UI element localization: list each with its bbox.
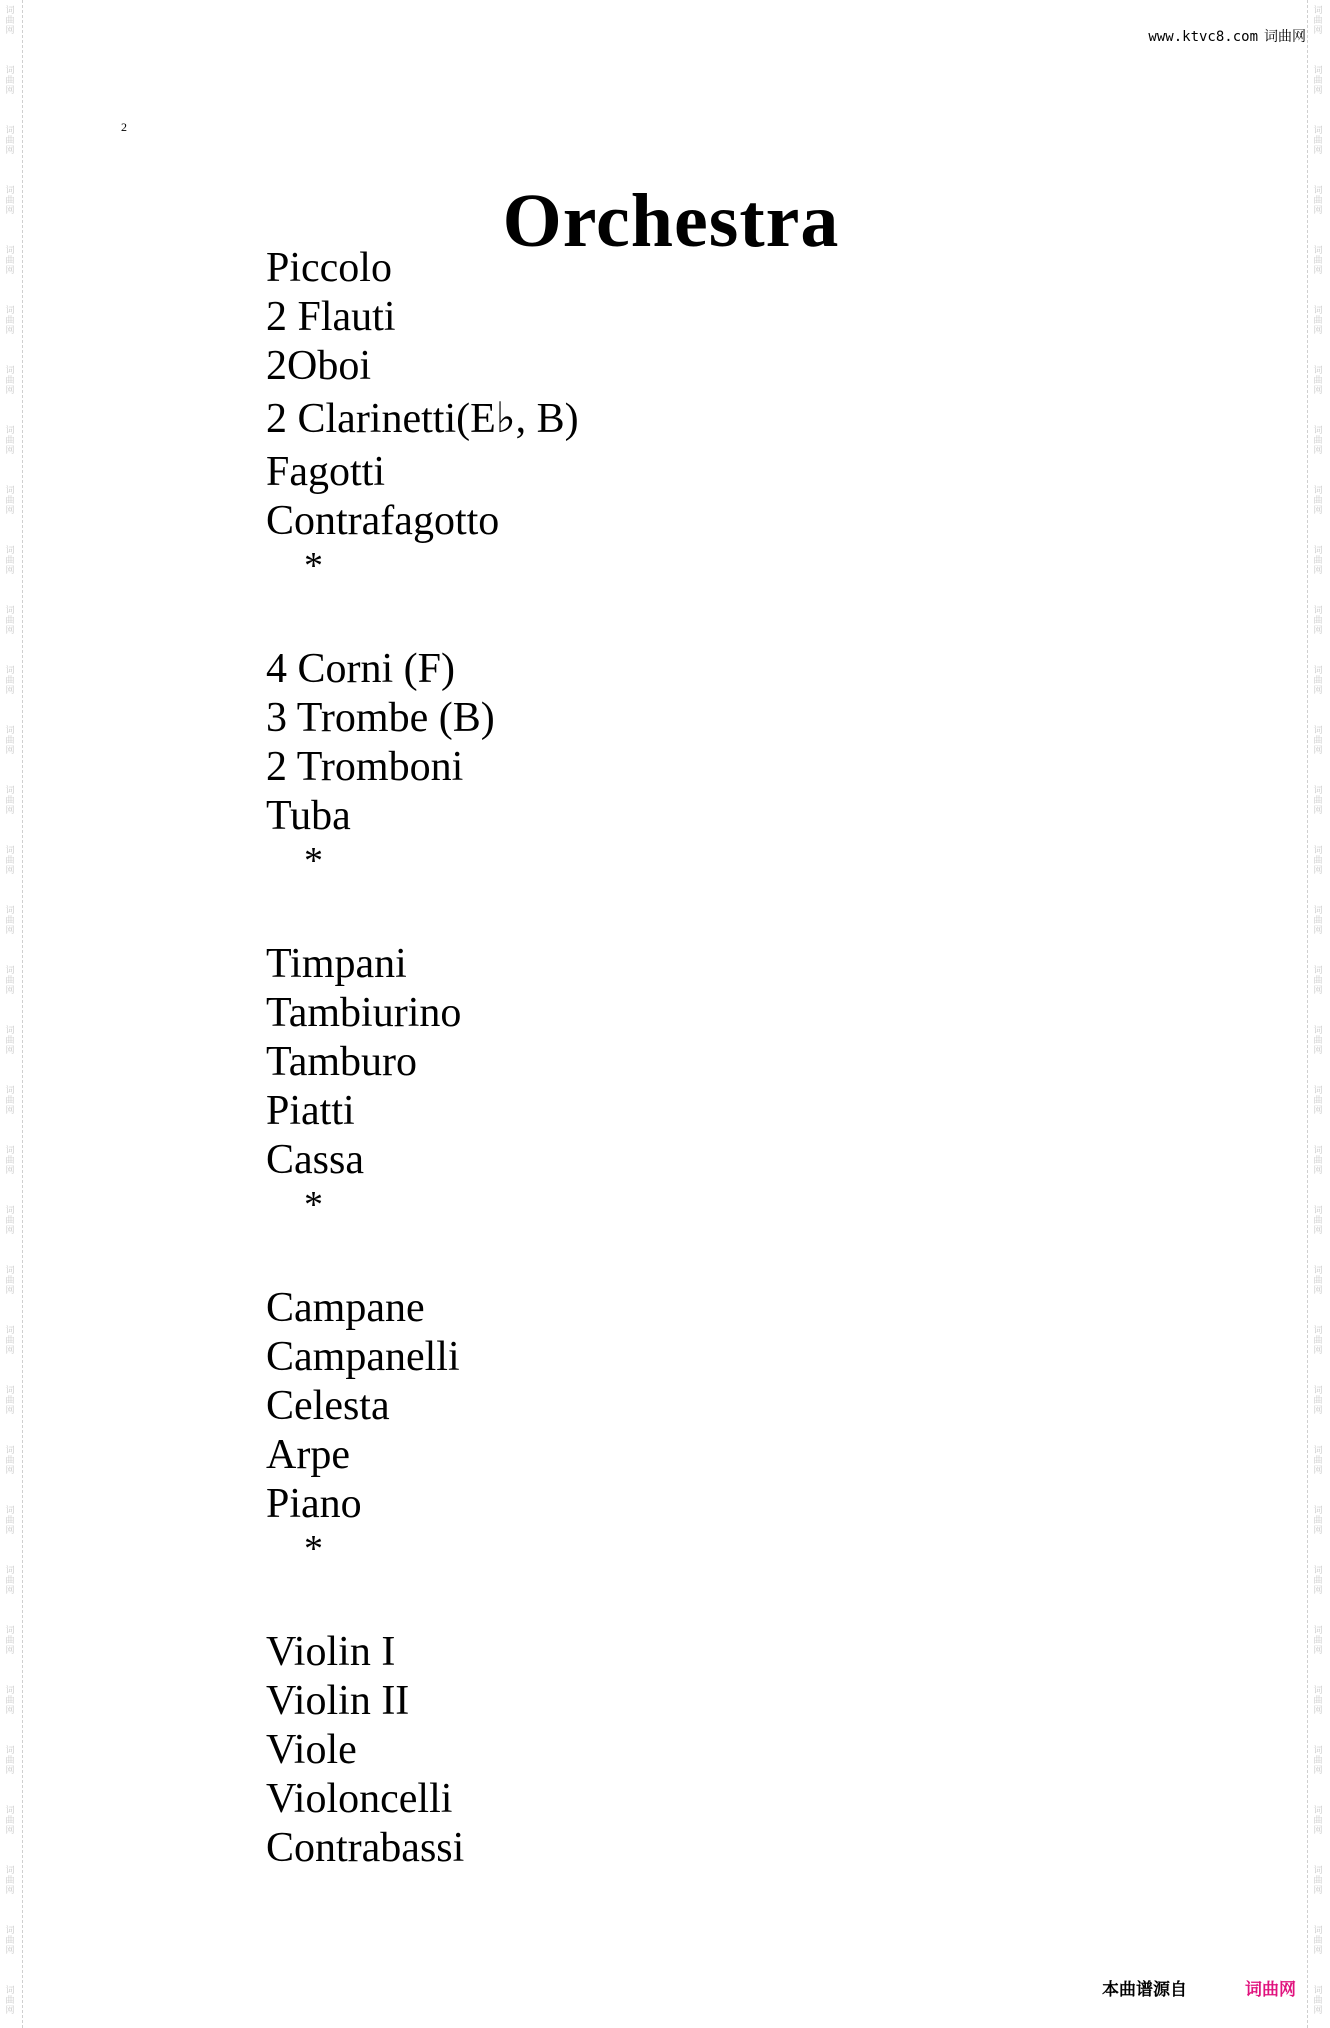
watermark-text: 词曲网 — [5, 1446, 15, 1476]
page-title: Orchestra — [502, 179, 840, 263]
watermark-text: 词曲网 — [5, 606, 15, 636]
footer-source-text: 本曲谱源自 — [1102, 1980, 1187, 2000]
watermark-text: 词曲网 — [1313, 786, 1323, 816]
watermark-text: 词曲网 — [5, 1986, 15, 2016]
watermark-text: 词曲网 — [5, 1266, 15, 1296]
watermark-text: 词曲网 — [5, 246, 15, 276]
watermark-text: 词曲网 — [1313, 246, 1323, 276]
watermark-text: 词曲网 — [1313, 846, 1323, 876]
watermark-text: 词曲网 — [1313, 1566, 1323, 1596]
watermark-text: 词曲网 — [5, 1806, 15, 1836]
instrument-item: Contrafagotto — [266, 498, 500, 544]
section-separator: * — [304, 545, 323, 587]
section-gap — [266, 881, 579, 940]
instrument-item: 4 Corni (F) — [266, 646, 455, 692]
watermark-text: 词曲网 — [5, 906, 15, 936]
watermark-text: 词曲网 — [5, 1626, 15, 1656]
watermark-text: 词曲网 — [1313, 1446, 1323, 1476]
instrument-list — [266, 244, 579, 1873]
watermark-text: 词曲网 — [1313, 546, 1323, 576]
watermark-text: 词曲网 — [1313, 1026, 1323, 1056]
instrument-item: Viole — [266, 1727, 357, 1773]
section-separator: * — [304, 840, 323, 882]
watermark-text: 词曲网 — [5, 1326, 15, 1356]
instrument-item: Arpe — [266, 1432, 350, 1478]
left-margin — [0, 0, 23, 2028]
watermark-text: 词曲网 — [1313, 1806, 1323, 1836]
watermark-text: 词曲网 — [5, 1926, 15, 1956]
instrument-item: 3 Trombe (B) — [266, 695, 495, 741]
instrument-item: Contrabassi — [266, 1825, 465, 1871]
watermark-text: 词曲网 — [5, 486, 15, 516]
watermark-text: 词曲网 — [5, 1686, 15, 1716]
watermark-text: 词曲网 — [1313, 1206, 1323, 1236]
header-site-name: 词曲网 — [1264, 29, 1306, 45]
watermark-text: 词曲网 — [1313, 6, 1323, 36]
watermark-text: 词曲网 — [5, 546, 15, 576]
watermark-text: 词曲网 — [1313, 366, 1323, 396]
instrument-item: Fagotti — [266, 449, 386, 495]
watermark-text: 词曲网 — [1313, 726, 1323, 756]
watermark-text: 词曲网 — [1313, 666, 1323, 696]
section-gap — [266, 1225, 579, 1284]
watermark-text: 词曲网 — [1313, 1086, 1323, 1116]
watermark-text: 词曲网 — [5, 1506, 15, 1536]
instrument-item: Timpani — [266, 941, 407, 987]
watermark-text: 词曲网 — [1313, 1746, 1323, 1776]
watermark-text: 词曲网 — [5, 66, 15, 96]
watermark-text: 词曲网 — [1313, 66, 1323, 96]
header-url[interactable]: www.ktvc8.com — [1148, 29, 1258, 45]
watermark-text: 词曲网 — [5, 1566, 15, 1596]
footer-brand[interactable]: 词曲网 — [1245, 1980, 1296, 2000]
watermark-text: 词曲网 — [5, 426, 15, 456]
instrument-item: Tamburo — [266, 1039, 418, 1085]
watermark-text: 词曲网 — [1313, 606, 1323, 636]
watermark-text: 词曲网 — [1313, 486, 1323, 516]
instrument-item: 2 Flauti — [266, 294, 396, 340]
watermark-text: 词曲网 — [5, 1206, 15, 1236]
instrument-item: 2 Tromboni — [266, 744, 464, 790]
instrument-item: Piatti — [266, 1088, 355, 1134]
watermark-text: 词曲网 — [1313, 1686, 1323, 1716]
right-margin — [1307, 0, 1330, 2028]
page-number: 2 — [121, 120, 127, 134]
instrument-item: Campanelli — [266, 1334, 460, 1380]
watermark-text: 词曲网 — [1313, 1986, 1323, 2016]
instrument-item: Piano — [266, 1481, 362, 1527]
watermark-text: 词曲网 — [1313, 1866, 1323, 1896]
instrument-item: Tambiurino — [266, 990, 462, 1036]
watermark-text: 词曲网 — [1313, 426, 1323, 456]
watermark-text: 词曲网 — [1313, 1146, 1323, 1176]
watermark-text: 词曲网 — [1313, 1626, 1323, 1656]
watermark-text: 词曲网 — [5, 846, 15, 876]
watermark-text: 词曲网 — [1313, 1926, 1323, 1956]
instrument-item: Tuba — [266, 793, 351, 839]
watermark-text: 词曲网 — [5, 1026, 15, 1056]
instrument-item: Celesta — [266, 1383, 390, 1429]
section-gap — [266, 1569, 579, 1628]
watermark-text: 词曲网 — [1313, 126, 1323, 156]
instrument-item: 2 Clarinetti(E♭, B) — [266, 396, 579, 442]
watermark-text: 词曲网 — [5, 1386, 15, 1416]
header — [1148, 26, 1306, 46]
watermark-text: 词曲网 — [1313, 1386, 1323, 1416]
watermark-text: 词曲网 — [5, 666, 15, 696]
watermark-text: 词曲网 — [5, 186, 15, 216]
watermark-text: 词曲网 — [5, 786, 15, 816]
watermark-text: 词曲网 — [5, 966, 15, 996]
watermark-text: 词曲网 — [5, 1746, 15, 1776]
instrument-item: Piccolo — [266, 245, 392, 291]
section-separator: * — [304, 1528, 323, 1570]
watermark-text: 词曲网 — [1313, 906, 1323, 936]
instrument-item: Cassa — [266, 1137, 364, 1183]
instrument-item: Campane — [266, 1285, 425, 1331]
section-gap — [266, 586, 579, 645]
instrument-item: Violoncelli — [266, 1776, 453, 1822]
watermark-text: 词曲网 — [5, 306, 15, 336]
watermark-text: 词曲网 — [1313, 966, 1323, 996]
watermark-text: 词曲网 — [5, 726, 15, 756]
watermark-text: 词曲网 — [5, 126, 15, 156]
watermark-text: 词曲网 — [5, 1086, 15, 1116]
watermark-text: 词曲网 — [5, 1146, 15, 1176]
instrument-item: Violin I — [266, 1629, 396, 1675]
instrument-item: Violin II — [266, 1678, 410, 1724]
watermark-text: 词曲网 — [1313, 1506, 1323, 1536]
watermark-text: 词曲网 — [1313, 186, 1323, 216]
watermark-text: 词曲网 — [1313, 1326, 1323, 1356]
instrument-item: 2Oboi — [266, 343, 371, 389]
section-separator: * — [304, 1184, 323, 1226]
watermark-text: 词曲网 — [1313, 306, 1323, 336]
watermark-text: 词曲网 — [1313, 1266, 1323, 1296]
watermark-text: 词曲网 — [5, 6, 15, 36]
watermark-text: 词曲网 — [5, 366, 15, 396]
watermark-text: 词曲网 — [5, 1866, 15, 1896]
footer — [1102, 1975, 1296, 2000]
